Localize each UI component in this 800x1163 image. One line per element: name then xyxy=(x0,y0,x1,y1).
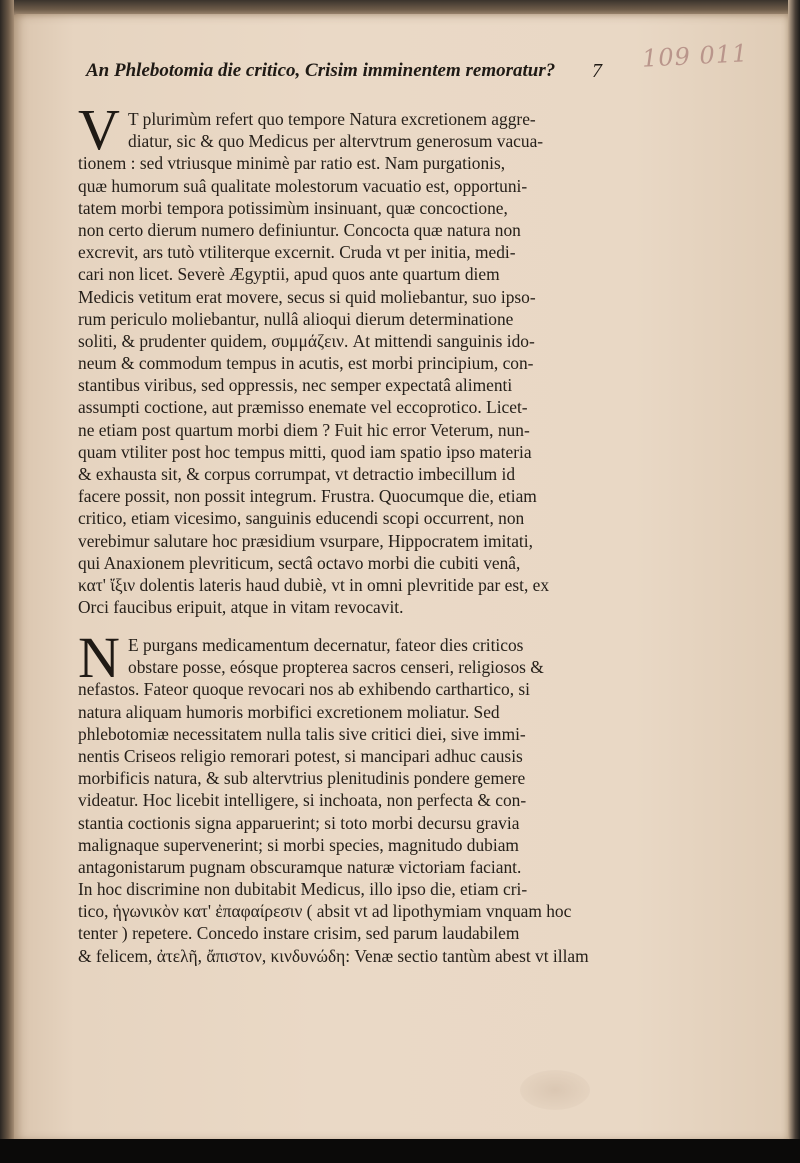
text-line: tenter ) repetere. Concedo instare crisim, sed parum laudabilem xyxy=(78,923,520,944)
text-line: nentis Criseos religio remorari potest, si mancipari adhuc causis xyxy=(78,745,523,766)
text-line: E purgans medicamentum decernatur, fateor dies criticos xyxy=(128,635,524,655)
text-line: verebimur salutare hoc præsidium vsurpare, Hippocratem imitati, xyxy=(78,530,533,551)
text-line: ne etiam post quartum morbi diem ? Fuit hic error Veterum, nun- xyxy=(78,419,530,440)
text-line: nefastos. Fateor quoque revocari nos ab exhibendo carthartico, si xyxy=(78,679,531,700)
text-line: diatur, sic & quo Medicus per altervtrum generosum vacua- xyxy=(128,131,544,152)
text-line: qui Anaxionem plevriticum, sectâ octavo morbi die cubiti venâ, xyxy=(78,552,521,573)
dropcap-initial: V xyxy=(78,97,120,162)
text-line: excrevit, ars tutò vtiliterque excernit. Cruda vt per initia, medi- xyxy=(78,242,516,263)
text-line: tionem : sed vtriusque minimè par ratio est. Nam purgationis, xyxy=(78,153,506,174)
book-bottom-edge xyxy=(0,1139,800,1163)
text-line: tico, ἡγωνικὸν κατ' ἐπαφαίρεσιν ( absit vt ad lipothymiam vnquam hoc xyxy=(78,901,572,922)
text-line: critico, etiam vicesimo, sanguinis educendi scopi occurrent, non xyxy=(78,508,525,529)
dropcap-initial: N xyxy=(78,625,120,690)
text-line: & felicem, ἀτελῆ, ἄπιστον, κινδυνώδη: Venæ sectio tantùm abest vt illam xyxy=(78,945,589,966)
handwritten-folio-number: 109 011 xyxy=(641,39,749,73)
text-line: cari non licet. Severè Ægyptii, apud quos ante quartum diem xyxy=(78,264,500,285)
text-line: non certo dierum numero definiuntur. Concocta quæ natura non xyxy=(78,219,521,240)
text-line: antagonistarum pugnam obscuramque naturæ victoriam faciant. xyxy=(78,856,522,877)
book-fore-edge xyxy=(788,0,800,1163)
library-stamp-smudge xyxy=(520,1070,590,1110)
text-line: obstare posse, eósque propterea sacros censeri, religiosos & xyxy=(128,657,544,678)
running-head: An Phlebotomia die critico, Crisim imminentem remoratur? xyxy=(86,60,556,81)
text-line: assumpti coctione, aut præmisso enemate vel eccoprotico. Licet- xyxy=(78,397,528,418)
text-line: neum & commodum tempus in acutis, est morbi principium, con- xyxy=(78,353,534,374)
text-line: videatur. Hoc licebit intelligere, si inchoata, non perfecta & con- xyxy=(78,790,527,811)
text-line: κατ' ἴξιν dolentis lateris haud dubiè, vt in omni plevritide par est, ex xyxy=(78,574,550,595)
text-line: morbificis natura, & sub altervtrius plenitudinis pondere gemere xyxy=(78,768,526,789)
text-line: stantibus viribus, sed oppressis, nec semper expectatâ alimenti xyxy=(78,375,513,396)
text-line: rum periculo moliebantur, nullâ alioqui dierum determinatione xyxy=(78,308,514,329)
text-line: T plurimùm refert quo tempore Natura excretionem aggre- xyxy=(128,109,536,129)
page-number: 7 xyxy=(592,60,602,82)
text-line: soliti, & prudenter quidem, συμμάζειν. At mittendi sanguinis ido- xyxy=(78,330,535,351)
text-line: In hoc discrimine non dubitabit Medicus, illo ipso die, etiam cri- xyxy=(78,879,528,900)
text-line: tatem morbi tempora potissimùm insinuant, quæ concoctione, xyxy=(78,197,508,218)
text-line: quam vtiliter post hoc tempus mitti, quod iam spatio ipso materia xyxy=(78,441,532,462)
text-line: stantia coctionis signa apparuerint; si toto morbi decursu gravia xyxy=(78,812,520,833)
text-line: natura aliquam humoris morbifici excretionem moliatur. Sed xyxy=(78,701,500,722)
text-line: Medicis vetitum erat movere, secus si quid moliebantur, suo ipso- xyxy=(78,286,536,307)
text-line: Orci faucibus eripuit, atque in vitam revocavit. xyxy=(78,597,404,618)
text-line: phlebotomiæ necessitatem nulla talis sive critici diei, sive immi- xyxy=(78,723,526,744)
text-line: facere possit, non possit integrum. Frustra. Quocumque die, etiam xyxy=(78,486,537,507)
book-gutter-edge xyxy=(0,0,14,1163)
text-line: & exhausta sit, & corpus corrumpat, vt detractio imbecillum id xyxy=(78,464,516,484)
text-line: quæ humorum suâ qualitate molestorum vacuatio est, opportuni- xyxy=(78,175,528,196)
text-line: malignaque supervenerint; si morbi species, magnitudo dubiam xyxy=(78,834,519,855)
paragraph-1 xyxy=(78,97,612,618)
paragraph-2 xyxy=(78,625,612,967)
